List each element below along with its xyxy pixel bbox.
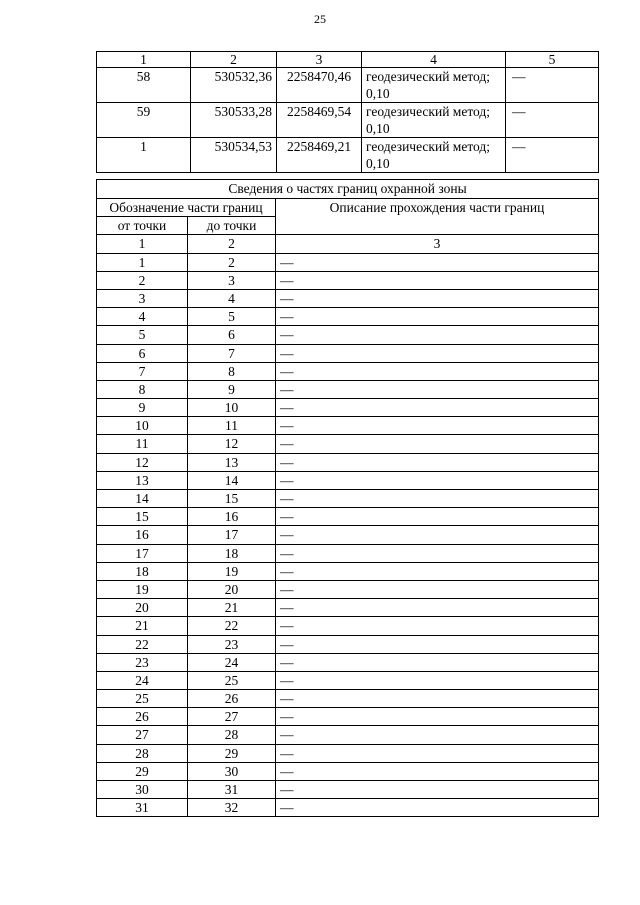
part-description: —: [276, 544, 599, 562]
part-description: —: [276, 435, 599, 453]
from-point: 26: [97, 708, 188, 726]
description-header: Описание прохождения части границ: [276, 199, 599, 235]
table-row: [97, 617, 599, 635]
to-point: 30: [188, 762, 276, 780]
to-point: 27: [188, 708, 276, 726]
to-point: 21: [188, 599, 276, 617]
table-row: [97, 103, 599, 138]
from-point: 30: [97, 781, 188, 799]
note: —: [506, 68, 599, 103]
note: —: [506, 103, 599, 138]
table-row: [97, 253, 599, 271]
from-point: 11: [97, 435, 188, 453]
point-number: 1: [97, 138, 191, 173]
part-description: —: [276, 380, 599, 398]
parts-title-row: [97, 180, 599, 199]
table-row: [97, 308, 599, 326]
part-description: —: [276, 617, 599, 635]
y-coordinate: 2258469,21: [277, 138, 362, 173]
coordinates-table: [96, 51, 599, 173]
table-row: [97, 781, 599, 799]
from-point: 5: [97, 326, 188, 344]
table-row: [97, 544, 599, 562]
table-row: [97, 508, 599, 526]
part-description: —: [276, 399, 599, 417]
to-point: 6: [188, 326, 276, 344]
table-row: [97, 490, 599, 508]
part-description: —: [276, 744, 599, 762]
method: геодезический метод; 0,10: [362, 138, 506, 173]
part-description: —: [276, 635, 599, 653]
table-row: [97, 326, 599, 344]
table-row: [97, 362, 599, 380]
point-number: 59: [97, 103, 191, 138]
coordinates-header-row: [97, 52, 599, 68]
boundary-parts-table: [96, 179, 599, 817]
part-description: —: [276, 471, 599, 489]
table-row: [97, 799, 599, 817]
table-row: [97, 417, 599, 435]
to-point: 32: [188, 799, 276, 817]
part-description: —: [276, 726, 599, 744]
to-point: 24: [188, 653, 276, 671]
to-point: 31: [188, 781, 276, 799]
header-cell: 5: [506, 52, 599, 68]
part-description: —: [276, 562, 599, 580]
to-point: 11: [188, 417, 276, 435]
from-point: 25: [97, 690, 188, 708]
page-number: 25: [314, 12, 326, 26]
table-row: [97, 344, 599, 362]
table-row: [97, 68, 599, 103]
part-description: —: [276, 599, 599, 617]
y-coordinate: 2258469,54: [277, 103, 362, 138]
table-row: [97, 744, 599, 762]
to-point: 29: [188, 744, 276, 762]
part-description: —: [276, 799, 599, 817]
table-row: [97, 671, 599, 689]
method: геодезический метод; 0,10: [362, 103, 506, 138]
designation-header: Обозначение части границ: [97, 199, 276, 217]
to-point: 22: [188, 617, 276, 635]
table-row: [97, 399, 599, 417]
x-coordinate: 530534,53: [191, 138, 277, 173]
to-point: 17: [188, 526, 276, 544]
table-row: [97, 599, 599, 617]
to-point: 14: [188, 471, 276, 489]
column-number: 1: [97, 235, 188, 253]
table-row: [97, 580, 599, 598]
from-point: 28: [97, 744, 188, 762]
table-row: [97, 690, 599, 708]
part-description: —: [276, 453, 599, 471]
to-point: 3: [188, 271, 276, 289]
table-row: [97, 762, 599, 780]
part-description: —: [276, 526, 599, 544]
table-row: [97, 526, 599, 544]
from-point: 12: [97, 453, 188, 471]
from-point: 13: [97, 471, 188, 489]
header-cell: 2: [191, 52, 277, 68]
table-row: [97, 653, 599, 671]
from-point: 7: [97, 362, 188, 380]
from-point: 2: [97, 271, 188, 289]
part-description: —: [276, 653, 599, 671]
part-description: —: [276, 289, 599, 307]
header-cell: 3: [277, 52, 362, 68]
table-row: [97, 562, 599, 580]
to-point: 26: [188, 690, 276, 708]
from-point: 14: [97, 490, 188, 508]
from-point: 1: [97, 253, 188, 271]
from-point: 17: [97, 544, 188, 562]
to-point: 2: [188, 253, 276, 271]
part-description: —: [276, 308, 599, 326]
part-description: —: [276, 690, 599, 708]
part-description: —: [276, 344, 599, 362]
table-row: [97, 708, 599, 726]
x-coordinate: 530532,36: [191, 68, 277, 103]
from-point: 19: [97, 580, 188, 598]
y-coordinate: 2258470,46: [277, 68, 362, 103]
note: —: [506, 138, 599, 173]
column-number-row: [97, 235, 599, 253]
column-number: 2: [188, 235, 276, 253]
to-point: 18: [188, 544, 276, 562]
to-point: 4: [188, 289, 276, 307]
to-point: 25: [188, 671, 276, 689]
to-point: 19: [188, 562, 276, 580]
parts-title: Сведения о частях границ охранной зоны: [97, 180, 599, 199]
from-point: 6: [97, 344, 188, 362]
from-point: 20: [97, 599, 188, 617]
table-row: [97, 453, 599, 471]
header-cell: 4: [362, 52, 506, 68]
parts-header-row: [97, 199, 599, 217]
table-row: [97, 138, 599, 173]
to-point: 23: [188, 635, 276, 653]
from-point: 23: [97, 653, 188, 671]
from-point: 4: [97, 308, 188, 326]
part-description: —: [276, 253, 599, 271]
header-cell: 1: [97, 52, 191, 68]
part-description: —: [276, 326, 599, 344]
from-point: 27: [97, 726, 188, 744]
to-point: 10: [188, 399, 276, 417]
part-description: —: [276, 417, 599, 435]
table-row: [97, 289, 599, 307]
column-number: 3: [276, 235, 599, 253]
to-point: 15: [188, 490, 276, 508]
part-description: —: [276, 708, 599, 726]
from-point: 10: [97, 417, 188, 435]
point-number: 58: [97, 68, 191, 103]
to-point: 8: [188, 362, 276, 380]
x-coordinate: 530533,28: [191, 103, 277, 138]
from-point: 29: [97, 762, 188, 780]
to-point: 7: [188, 344, 276, 362]
part-description: —: [276, 762, 599, 780]
from-header: от точки: [97, 217, 188, 235]
from-point: 3: [97, 289, 188, 307]
to-point: 5: [188, 308, 276, 326]
table-row: [97, 635, 599, 653]
from-point: 31: [97, 799, 188, 817]
from-point: 18: [97, 562, 188, 580]
from-point: 15: [97, 508, 188, 526]
table-row: [97, 380, 599, 398]
part-description: —: [276, 271, 599, 289]
table-row: [97, 471, 599, 489]
table-row: [97, 435, 599, 453]
from-point: 21: [97, 617, 188, 635]
to-point: 16: [188, 508, 276, 526]
from-point: 8: [97, 380, 188, 398]
part-description: —: [276, 580, 599, 598]
to-point: 9: [188, 380, 276, 398]
from-point: 9: [97, 399, 188, 417]
part-description: —: [276, 781, 599, 799]
to-point: 28: [188, 726, 276, 744]
part-description: —: [276, 362, 599, 380]
part-description: —: [276, 508, 599, 526]
from-point: 22: [97, 635, 188, 653]
table-row: [97, 726, 599, 744]
table-row: [97, 271, 599, 289]
from-point: 16: [97, 526, 188, 544]
to-point: 12: [188, 435, 276, 453]
to-point: 20: [188, 580, 276, 598]
part-description: —: [276, 671, 599, 689]
from-point: 24: [97, 671, 188, 689]
to-header: до точки: [188, 217, 276, 235]
part-description: —: [276, 490, 599, 508]
method: геодезический метод; 0,10: [362, 68, 506, 103]
to-point: 13: [188, 453, 276, 471]
